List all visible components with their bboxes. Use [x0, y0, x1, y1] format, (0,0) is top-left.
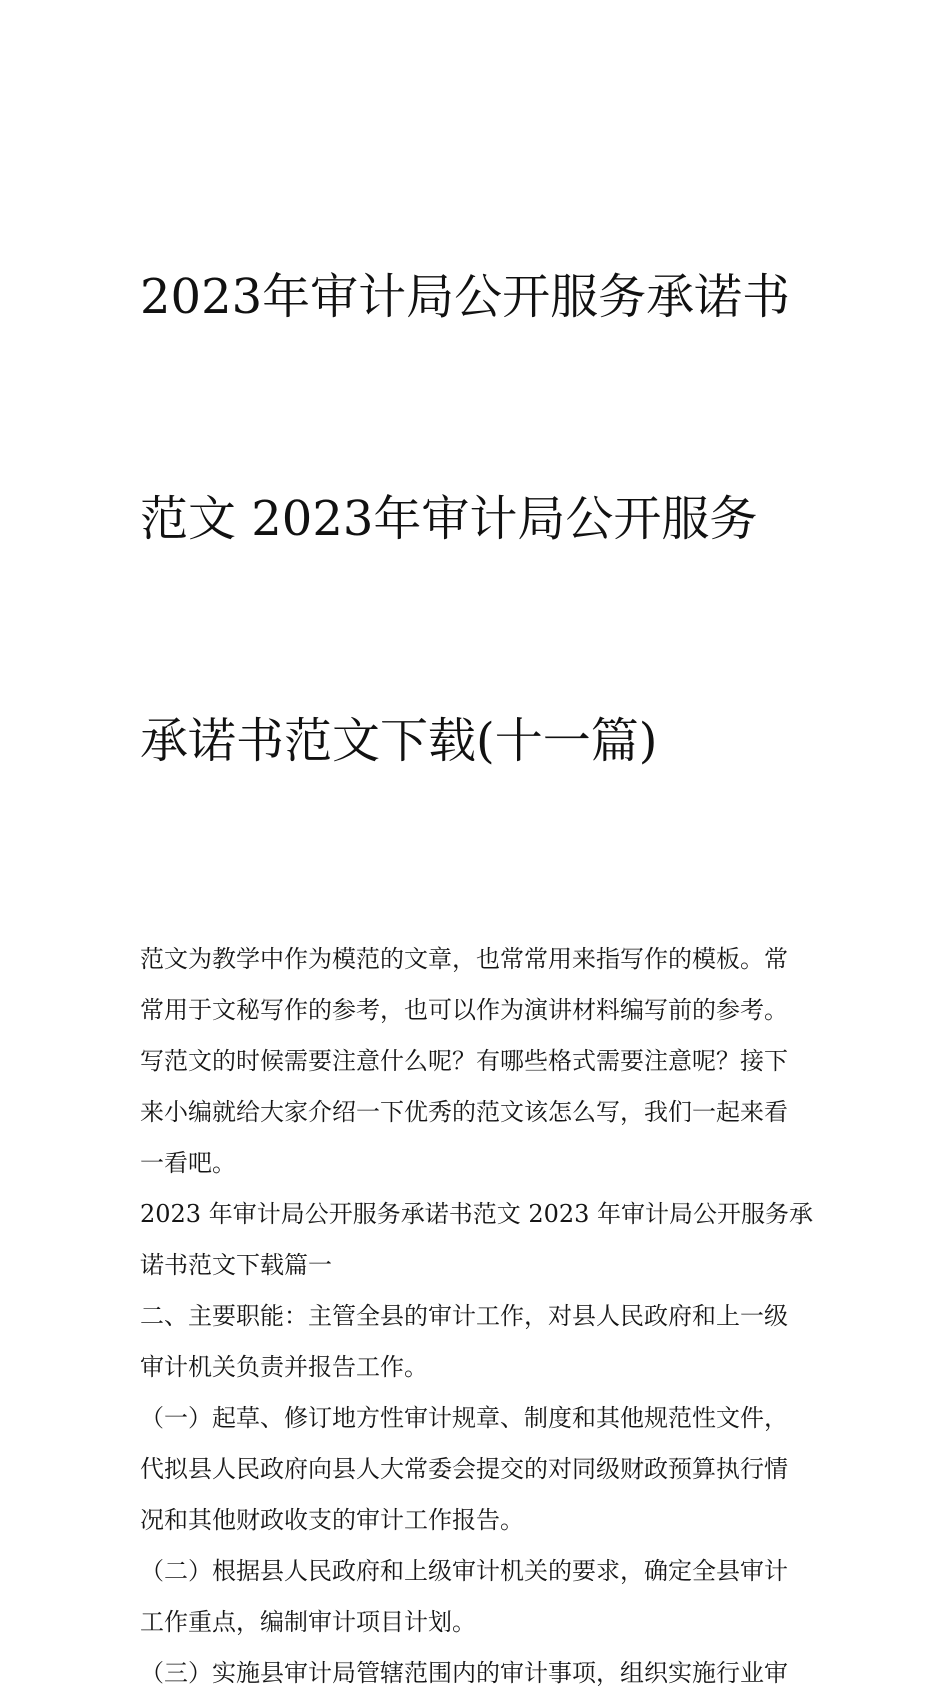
item-one-paragraph: [140, 1393, 820, 1546]
title-line: 承诺书范文下载(十一篇): [140, 713, 658, 769]
paragraph-line: 来小编就给大家介绍一下优秀的范文该怎么写，我们一起来看: [140, 1098, 788, 1126]
paragraph-line: 况和其他财政收支的审计工作报告。: [140, 1506, 524, 1534]
paragraph-line: 2023 年审计局公开服务承诺书范文 2023 年审计局公开服务承: [140, 1200, 814, 1228]
paragraph-line: 代拟县人民政府向县人大常委会提交的对同级财政预算执行情: [140, 1455, 788, 1483]
main-functions-paragraph: [140, 1291, 820, 1393]
title-line: 范文 2023年审计局公开服务: [140, 491, 758, 547]
paragraph-line: 二、主要职能：主管全县的审计工作，对县人民政府和上一级: [140, 1302, 788, 1330]
paragraph-line: 审计机关负责并报告工作。: [140, 1353, 428, 1381]
paragraph-line: （一）起草、修订地方性审计规章、制度和其他规范性文件，: [140, 1404, 788, 1432]
title-line: 2023年审计局公开服务承诺书: [140, 269, 791, 325]
paragraph-line: 常用于文秘写作的参考，也可以作为演讲材料编写前的参考。: [140, 996, 788, 1024]
paragraph-line: （二）根据县人民政府和上级审计机关的要求，确定全县审计: [140, 1557, 788, 1585]
intro-paragraph: [140, 934, 820, 1189]
document-title: [140, 112, 820, 926]
paragraph-line: 工作重点，编制审计项目计划。: [140, 1608, 476, 1636]
paragraph-line: 写范文的时候需要注意什么呢？有哪些格式需要注意呢？接下: [140, 1047, 788, 1075]
item-three-paragraph: [140, 1648, 820, 1699]
item-two-paragraph: [140, 1546, 820, 1648]
section-heading-paragraph: [140, 1189, 820, 1291]
paragraph-line: 一看吧。: [140, 1149, 236, 1177]
document-content: [140, 112, 820, 1699]
paragraph-line: 诺书范文下载篇一: [140, 1251, 332, 1279]
paragraph-line: 范文为教学中作为模范的文章，也常常用来指写作的模板。常: [140, 945, 788, 973]
paragraph-line: （三）实施县审计局管辖范围内的审计事项，组织实施行业审: [140, 1659, 788, 1687]
